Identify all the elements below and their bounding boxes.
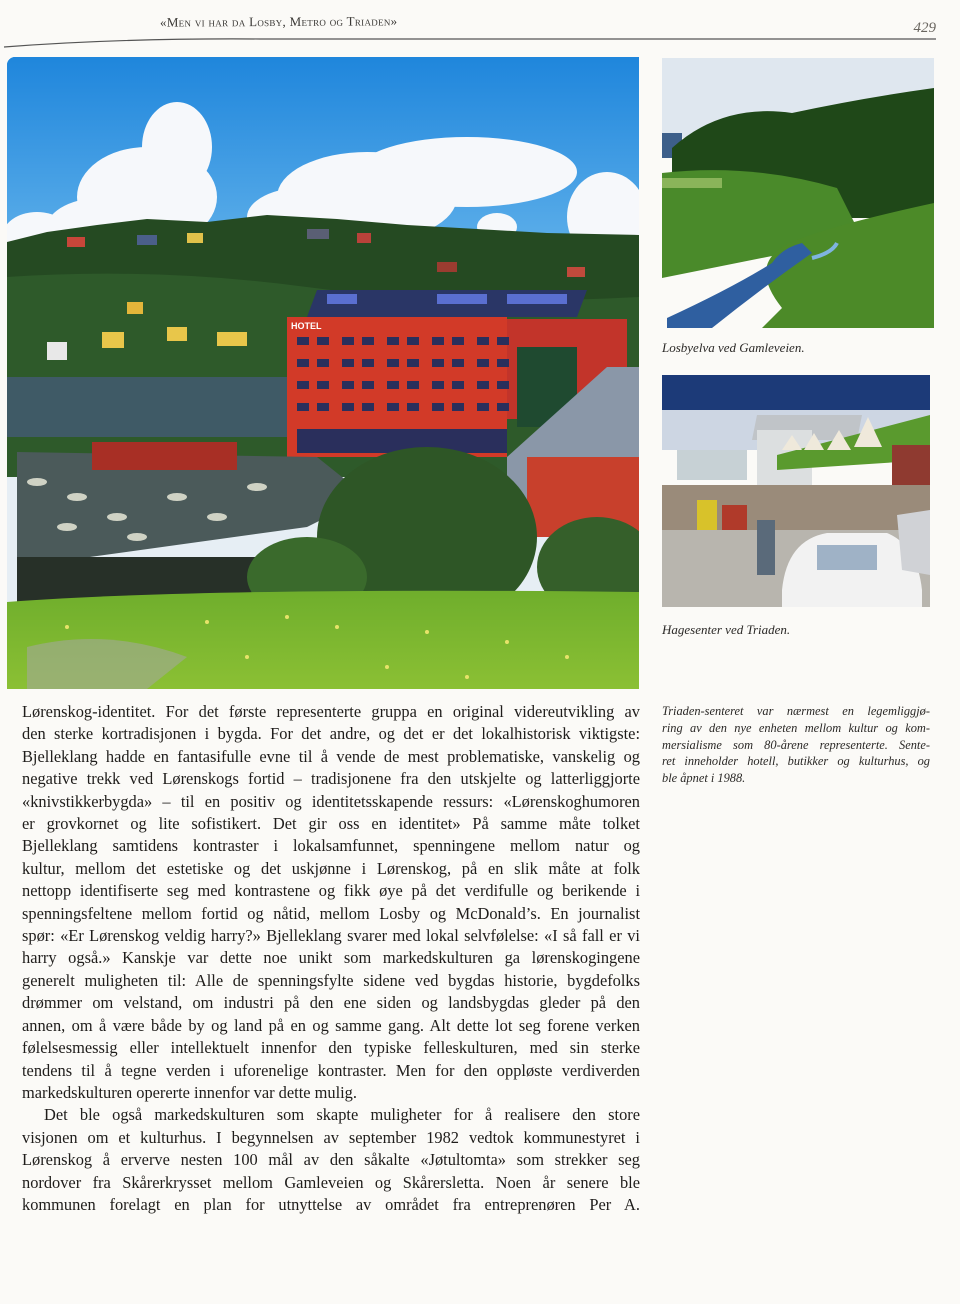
hotel-sign: HOTEL: [291, 321, 322, 331]
page-header: [0, 0, 960, 50]
running-head: «Men vi har da Losby, Metro og Triaden»: [159, 13, 398, 30]
side-note-line: Triaden-senteret var nærmest en legemliggjø-: [662, 704, 930, 718]
page-number: 429: [913, 20, 936, 36]
body-line: Lørenskog å erverve nesten 100 mål av den såkalte «Jøtultomta» som strekker seg: [22, 1150, 640, 1170]
body-line: følelsesmessig eller intellektuelt innenfor den typiske felleskulturen, med sin sterke: [22, 1038, 640, 1058]
body-line: markedskulturen opererte innenfor var dette mulig.: [22, 1082, 357, 1102]
body-line: «knivstikkerbygda» – til en positiv og identitetsskapende ressurs: «Lørenskoghumoren: [22, 791, 640, 811]
body-line: kultur, mellom det estetiske og det uskjønne i Lørenskog, på en slik måte at folk: [22, 858, 640, 878]
body-line: nettopp identifiserte seg med kontrastene og fikk øye på det verdifulle og berikende i: [22, 881, 640, 901]
side-note-line: ring av den nye enheten mellom kultur og kom-: [662, 720, 930, 735]
thumb-photo-river: [662, 58, 934, 328]
body-line: Lørenskog-identitet. For det første representerte gruppa en original videreutvikling av: [22, 702, 640, 721]
body-line: spenningsfeltene mellom fortid og nåtid, mellom Losby og McDonald’s. En journalist: [22, 903, 640, 923]
caption-garden-center: Hagesenter ved Triaden.: [662, 622, 791, 637]
body-line: Det ble også markedskulturen som skapte muligheter for å realisere den store: [44, 1105, 640, 1125]
side-note-line: ret inneholder hotell, butikker og kulturhus, og: [662, 754, 930, 769]
body-line: kommunen forelagt en plan for utnyttelse av området fra entreprenøren Per A.: [22, 1194, 640, 1214]
body-line: negative trekk ved Lørenskogs fortid – tradisjonene fra den utskjelte og latterliggjorte: [22, 769, 640, 789]
body-line: er grovkornet og lite sofistikert. Det gir oss en identitet» På samme måte tolket: [22, 814, 640, 834]
body-line: visjonen om et kulturhus. I begynnelsen av september 1982 vedtok kommunestyret i: [22, 1127, 640, 1147]
header-rule: [0, 34, 940, 48]
side-note-line: ble åpnet i 1988.: [662, 771, 746, 786]
body-text: [22, 701, 640, 1216]
main-photo: [7, 57, 639, 689]
body-line: spør: «Er Lørenskog veldig harry?» Bjelleklang svarer med lokal selvfølelse: «I så fall er vi: [22, 926, 640, 946]
body-line: nordover fra Skårerkrysset mellom Gamleveien og Skårersletta. Noen år senere ble: [22, 1172, 640, 1192]
thumb-photo-garden-center: [662, 375, 930, 607]
body-line: Bjelleklang hadde en fantasifulle evne til å vende de mest problematiske, vanskelig og: [22, 746, 640, 766]
body-line: generelt muligheten til: Alle de spenningsfylte sidene ved bygdas historie, bygdefolks: [22, 970, 640, 990]
body-line: den sterke kortradisjonen i bygda. For det andre, og det er det lokalhistorisk viktigste:: [22, 724, 640, 744]
body-line: annen, om å være både by og land på en og samme gang. Alt dette lot seg forene verken: [22, 1015, 640, 1035]
body-line: harry også.» Kanskje var dette noe unikt som markedskulturen ga lørenskogingene: [22, 948, 640, 968]
side-note: [662, 703, 930, 787]
body-line: drømmer om velstand, om industri på den ene siden og landsbygdas gleder på den: [22, 993, 640, 1013]
body-line: Bjelleklang samtidens kontraster i lokalsamfunnet, spenningene mellom natur og: [22, 836, 640, 856]
caption-river: Losbyelva ved Gamleveien.: [662, 340, 805, 355]
body-line: tendens til å tegne verden i uforenelige kontraster. Men for den oppløste verdiverden: [22, 1060, 640, 1080]
side-note-line: mersialisme som 80-årene representerte. Sente-: [662, 737, 930, 752]
